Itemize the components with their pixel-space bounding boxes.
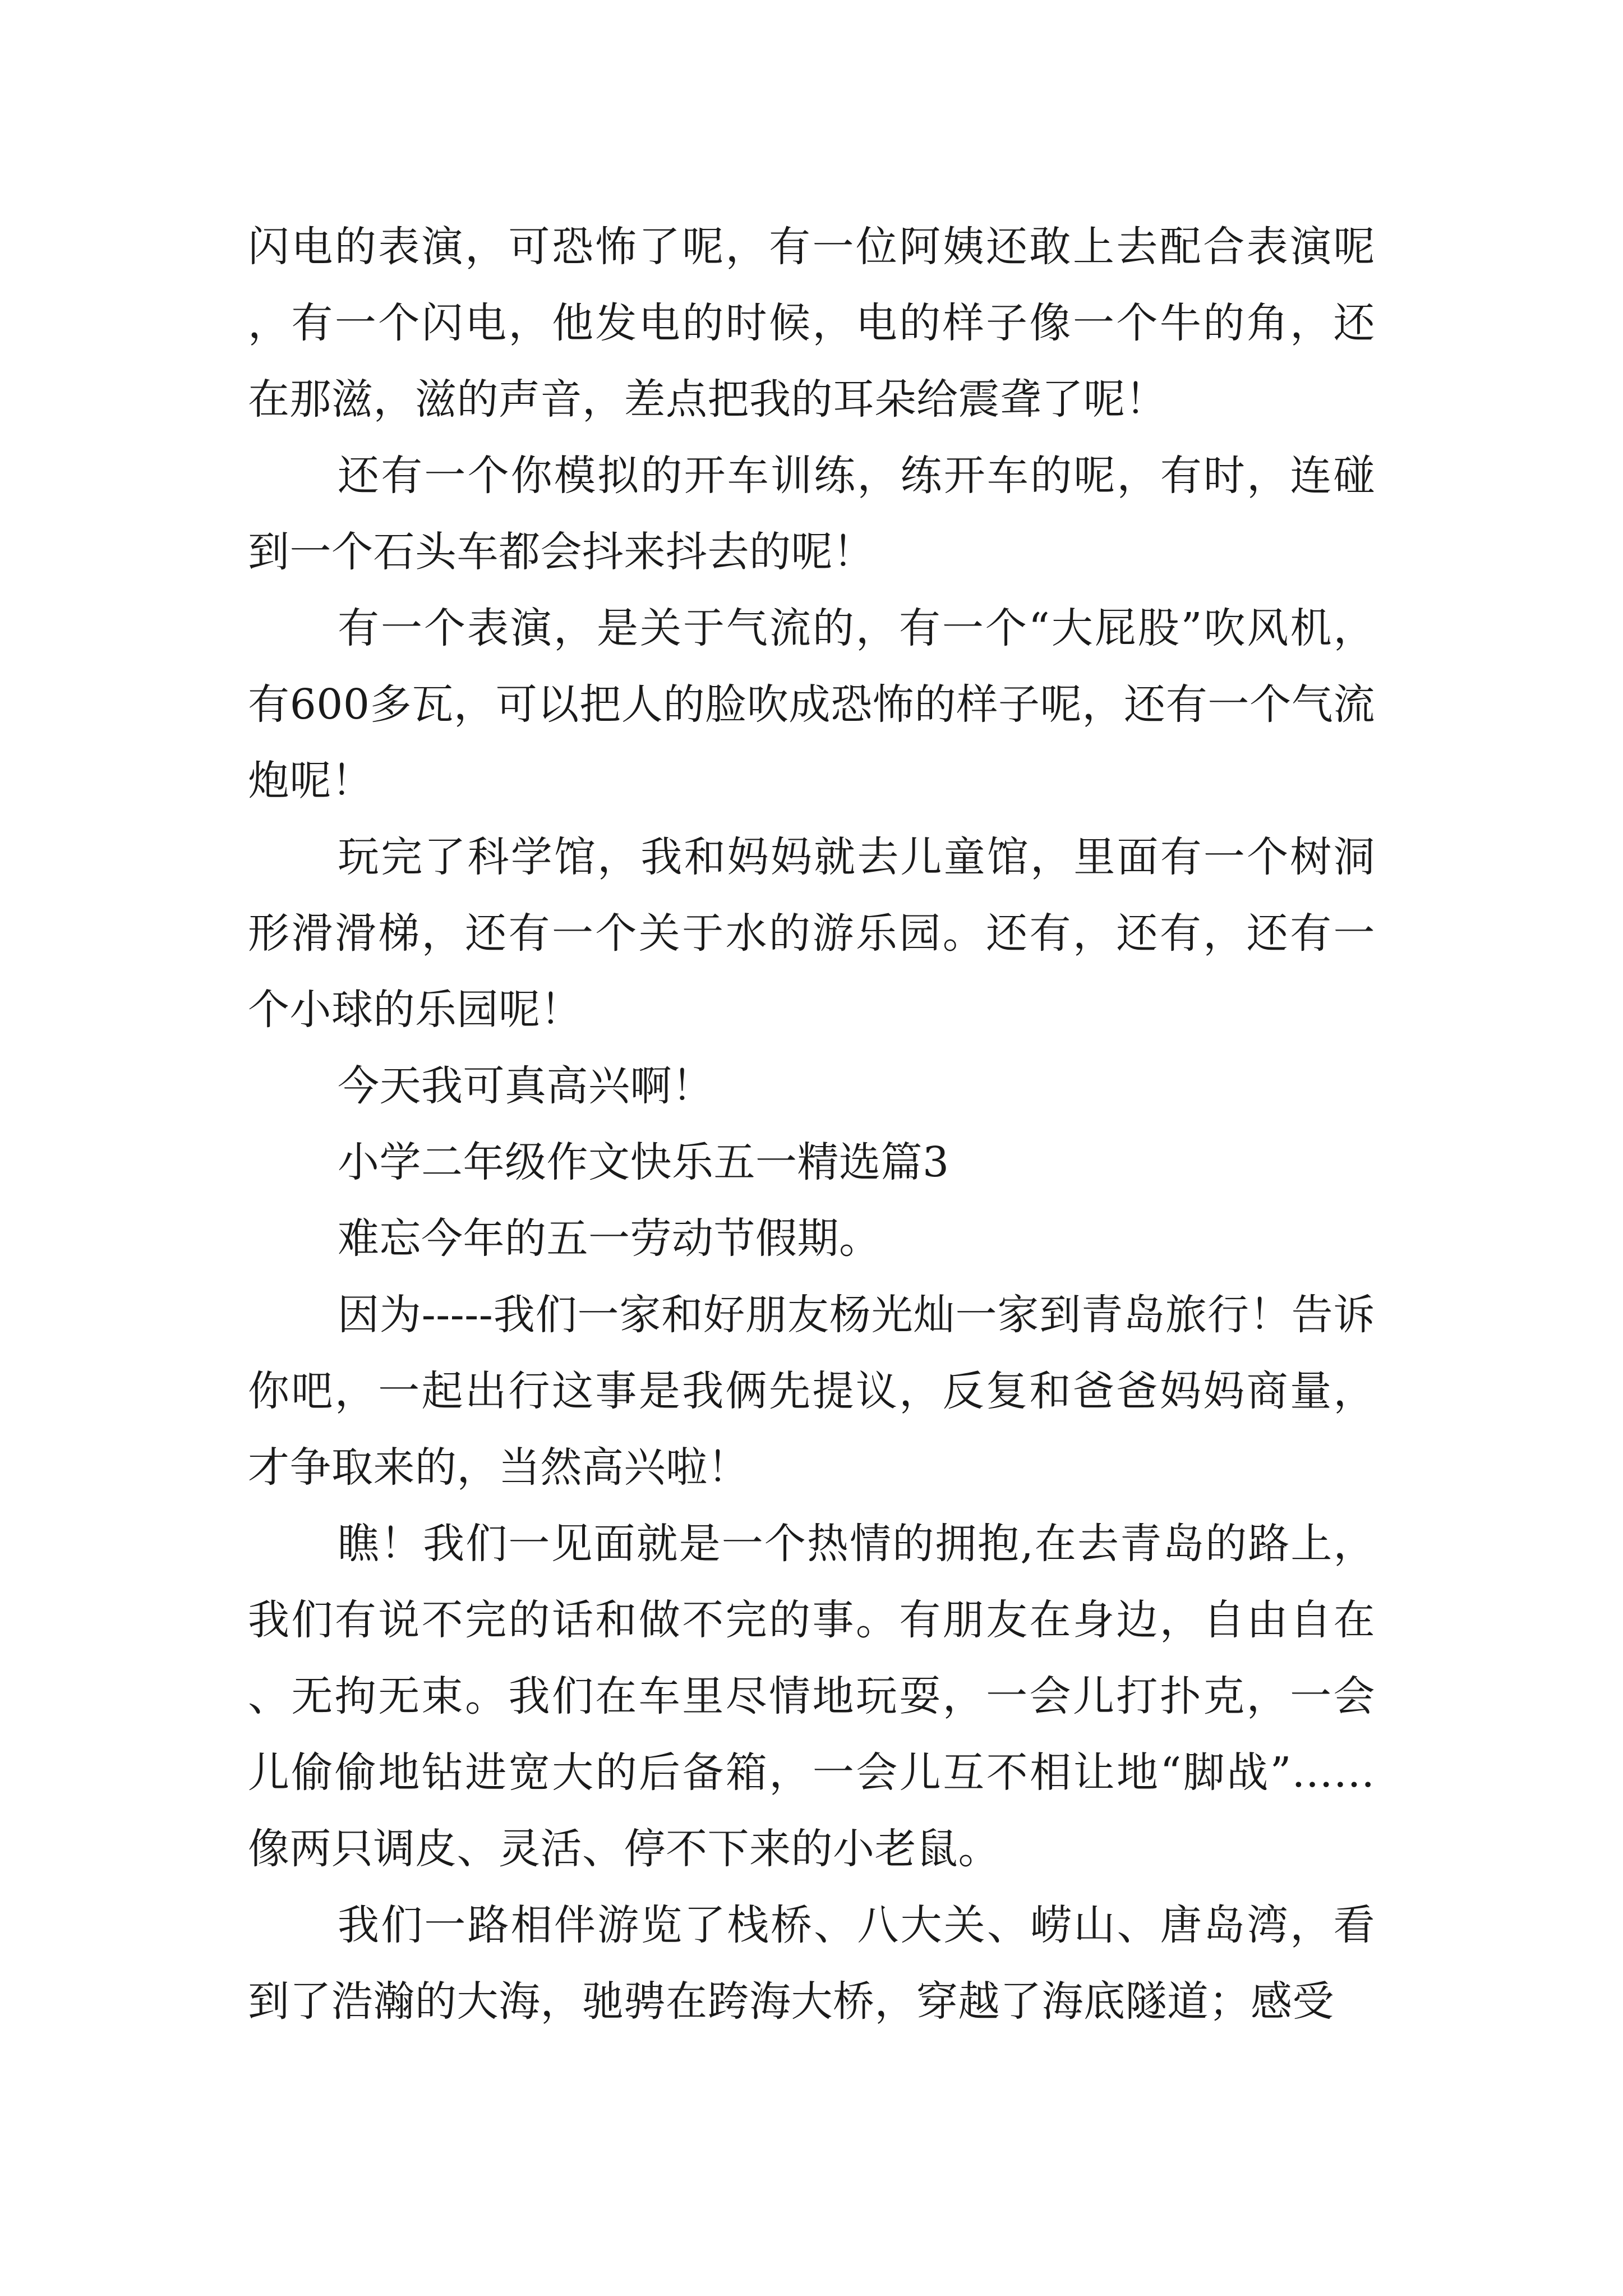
- paragraph-8: 瞧！我们一见面就是一个热情的拥抱,在去青岛的路上，我们有说不完的话和做不完的事。有朋友在身边，自由自在、无拘无束。我们在车里尽情地玩耍，一会儿打扑克，一会儿偷偷地钻进宽大的后备箱，一会儿互不相让地“脚战”……像两只调皮、灵活、停不下来的小老鼠。: [248, 1520, 1375, 1873]
- paragraph-9: 我们一路相伴游览了栈桥、八大关、崂山、唐岛湾，看到了浩瀚的大海，驰骋在跨海大桥，穿越了海底隧道；感受: [248, 1901, 1375, 2026]
- paragraph-2: 还有一个你模拟的开车训练，练开车的呢，有时，连碰到一个石头车都会抖来抖去的呢！: [248, 452, 1375, 576]
- paragraph-1: 闪电的表演，可恐怖了呢，有一位阿姨还敢上去配合表演呢，有一个闪电，他发电的时候，电的样子像一个牛的角，还在那滋，滋的声音，差点把我的耳朵给震聋了呢！: [248, 223, 1375, 424]
- section-heading: 小学二年级作文快乐五一精选篇3: [338, 1138, 949, 1186]
- document-body: [248, 209, 1375, 2040]
- paragraph-7: 因为-----我们一家和好朋友杨光灿一家到青岛旅行！告诉你吧，一起出行这事是我俩先提议，反复和爸爸妈妈商量，才争取来的，当然高兴啦！: [248, 1291, 1375, 1492]
- paragraph-6: 难忘今年的五一劳动节假期。: [338, 1214, 881, 1263]
- paragraph-5: 今天我可真高兴啊！: [338, 1062, 714, 1110]
- paragraph-4: 玩完了科学馆，我和妈妈就去儿童馆，里面有一个树洞形滑滑梯，还有一个关于水的游乐园。还有，还有，还有一个小球的乐园呢！: [248, 833, 1375, 1034]
- paragraph-3: 有一个表演，是关于气流的，有一个“大屁股”吹风机，有600多瓦，可以把人的脸吹成恐怖的样子呢，还有一个气流炮呢！: [248, 604, 1375, 805]
